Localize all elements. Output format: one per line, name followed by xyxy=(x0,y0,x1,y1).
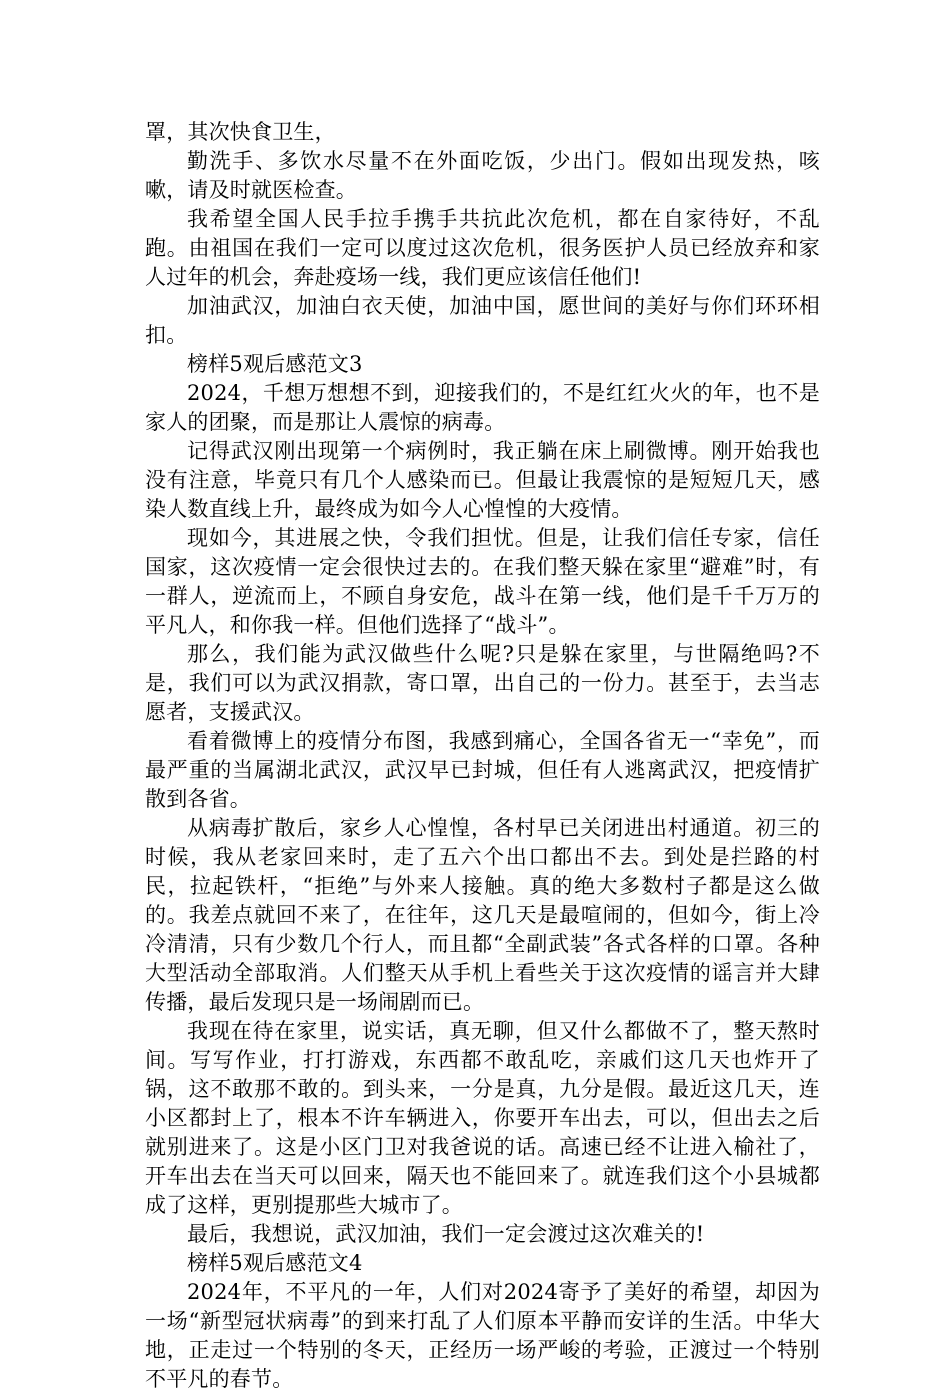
paragraph: 那么，我们能为武汉做些什么呢?只是躲在家里，与世隔绝吗?不是，我们可以为武汉捐款，寄口罩，出自己的一份力。甚至于，去当志愿者，支援武汉。 xyxy=(145,642,820,724)
paragraph: 看着微博上的疫情分布图，我感到痛心，全国各省无一“幸免”，而最严重的当属湖北武汉，武汉早已封城，但任有人逃离武汉，把疫情扩散到各省。 xyxy=(145,729,820,811)
section-heading-3: 榜样5观后感范文3 xyxy=(187,352,363,376)
paragraph: 勤洗手、多饮水尽量不在外面吃饭，少出门。假如出现发热，咳嗽，请及时就医检查。 xyxy=(145,149,820,202)
paragraph: 2024年，不平凡的一年，人们对2024寄予了美好的希望，却因为一场“新型冠状病毒”的到来打乱了人们原本平静而安详的生活。中华大地，正走过一个特别的冬天，正经历一场严峻的考验，正渡过一个特别不平凡的春节。 xyxy=(145,1280,820,1391)
paragraph: 加油武汉，加油白衣天使，加油中国，愿世间的美好与你们环环相扣。 xyxy=(145,294,820,347)
paragraph: 现如今，其进展之快，令我们担忧。但是，让我们信任专家，信任国家，这次疫情一定会很快过去的。在我们整天躲在家里“避难”时，有一群人，逆流而上，不顾自身安危，战斗在第一线，他们是千千万万的平凡人，和你我一样。但他们选择了“战斗”。 xyxy=(145,526,820,637)
paragraph: 从病毒扩散后，家乡人心惶惶，各村早已关闭进出村通道。初三的时候，我从老家回来时，走了五六个出口都出不去。到处是拦路的村民，拉起铁杆，“拒绝”与外来人接触。真的绝大多数村子都是这么做的。我差点就回不来了，在往年，这几天是最喧闹的，但如今，街上冷冷清清，只有少数几个行人，而且都“全副武装”各式各样的口罩。各种大型活动全部取消。人们整天从手机上看些关于这次疫情的谣言并大肆传播，最后发现只是一场闹剧而已。 xyxy=(145,816,820,1014)
paragraph: 最后，我想说，武汉加油，我们一定会渡过这次难关的! xyxy=(187,1222,705,1246)
paragraph: 我希望全国人民手拉手携手共抗此次危机，都在自家待好，不乱跑。由祖国在我们一定可以度过这次危机，很务医护人员已经放弃和家人过年的机会，奔赴疫场一线，我们更应该信任他们! xyxy=(145,207,820,289)
paragraph: 记得武汉刚出现第一个病例时，我正躺在床上刷微博。刚开始我也没有注意，毕竟只有几个人感染而已。但最让我震惊的是短短几天，感染人数直线上升，最终成为如今人心惶惶的大疫情。 xyxy=(145,439,820,521)
paragraph: 我现在待在家里，说实话，真无聊，但又什么都做不了，整天熬时间。写写作业，打打游戏，东西都不敢乱吃，亲戚们这几天也炸开了锅，这不敢那不敢的。到头来，一分是真，九分是假。最近这几天，连小区都封上了，根本不许车辆进入，你要开车出去，可以，但出去之后就别进来了。这是小区门卫对我爸说的话。高速已经不让进入榆社了，开车出去在当天可以回来，隔天也不能回来了。就连我们这个小县城都成了这样，更别提那些大城市了。 xyxy=(145,1019,820,1217)
paragraph: 2024，千想万想想不到，迎接我们的，不是红红火火的年，也不是家人的团聚，而是那让人震惊的病毒。 xyxy=(145,381,820,434)
section-heading-4: 榜样5观后感范文4 xyxy=(187,1251,363,1275)
paragraph-continuation: 罩，其次快食卫生， xyxy=(145,120,336,144)
document-body xyxy=(145,118,820,1394)
